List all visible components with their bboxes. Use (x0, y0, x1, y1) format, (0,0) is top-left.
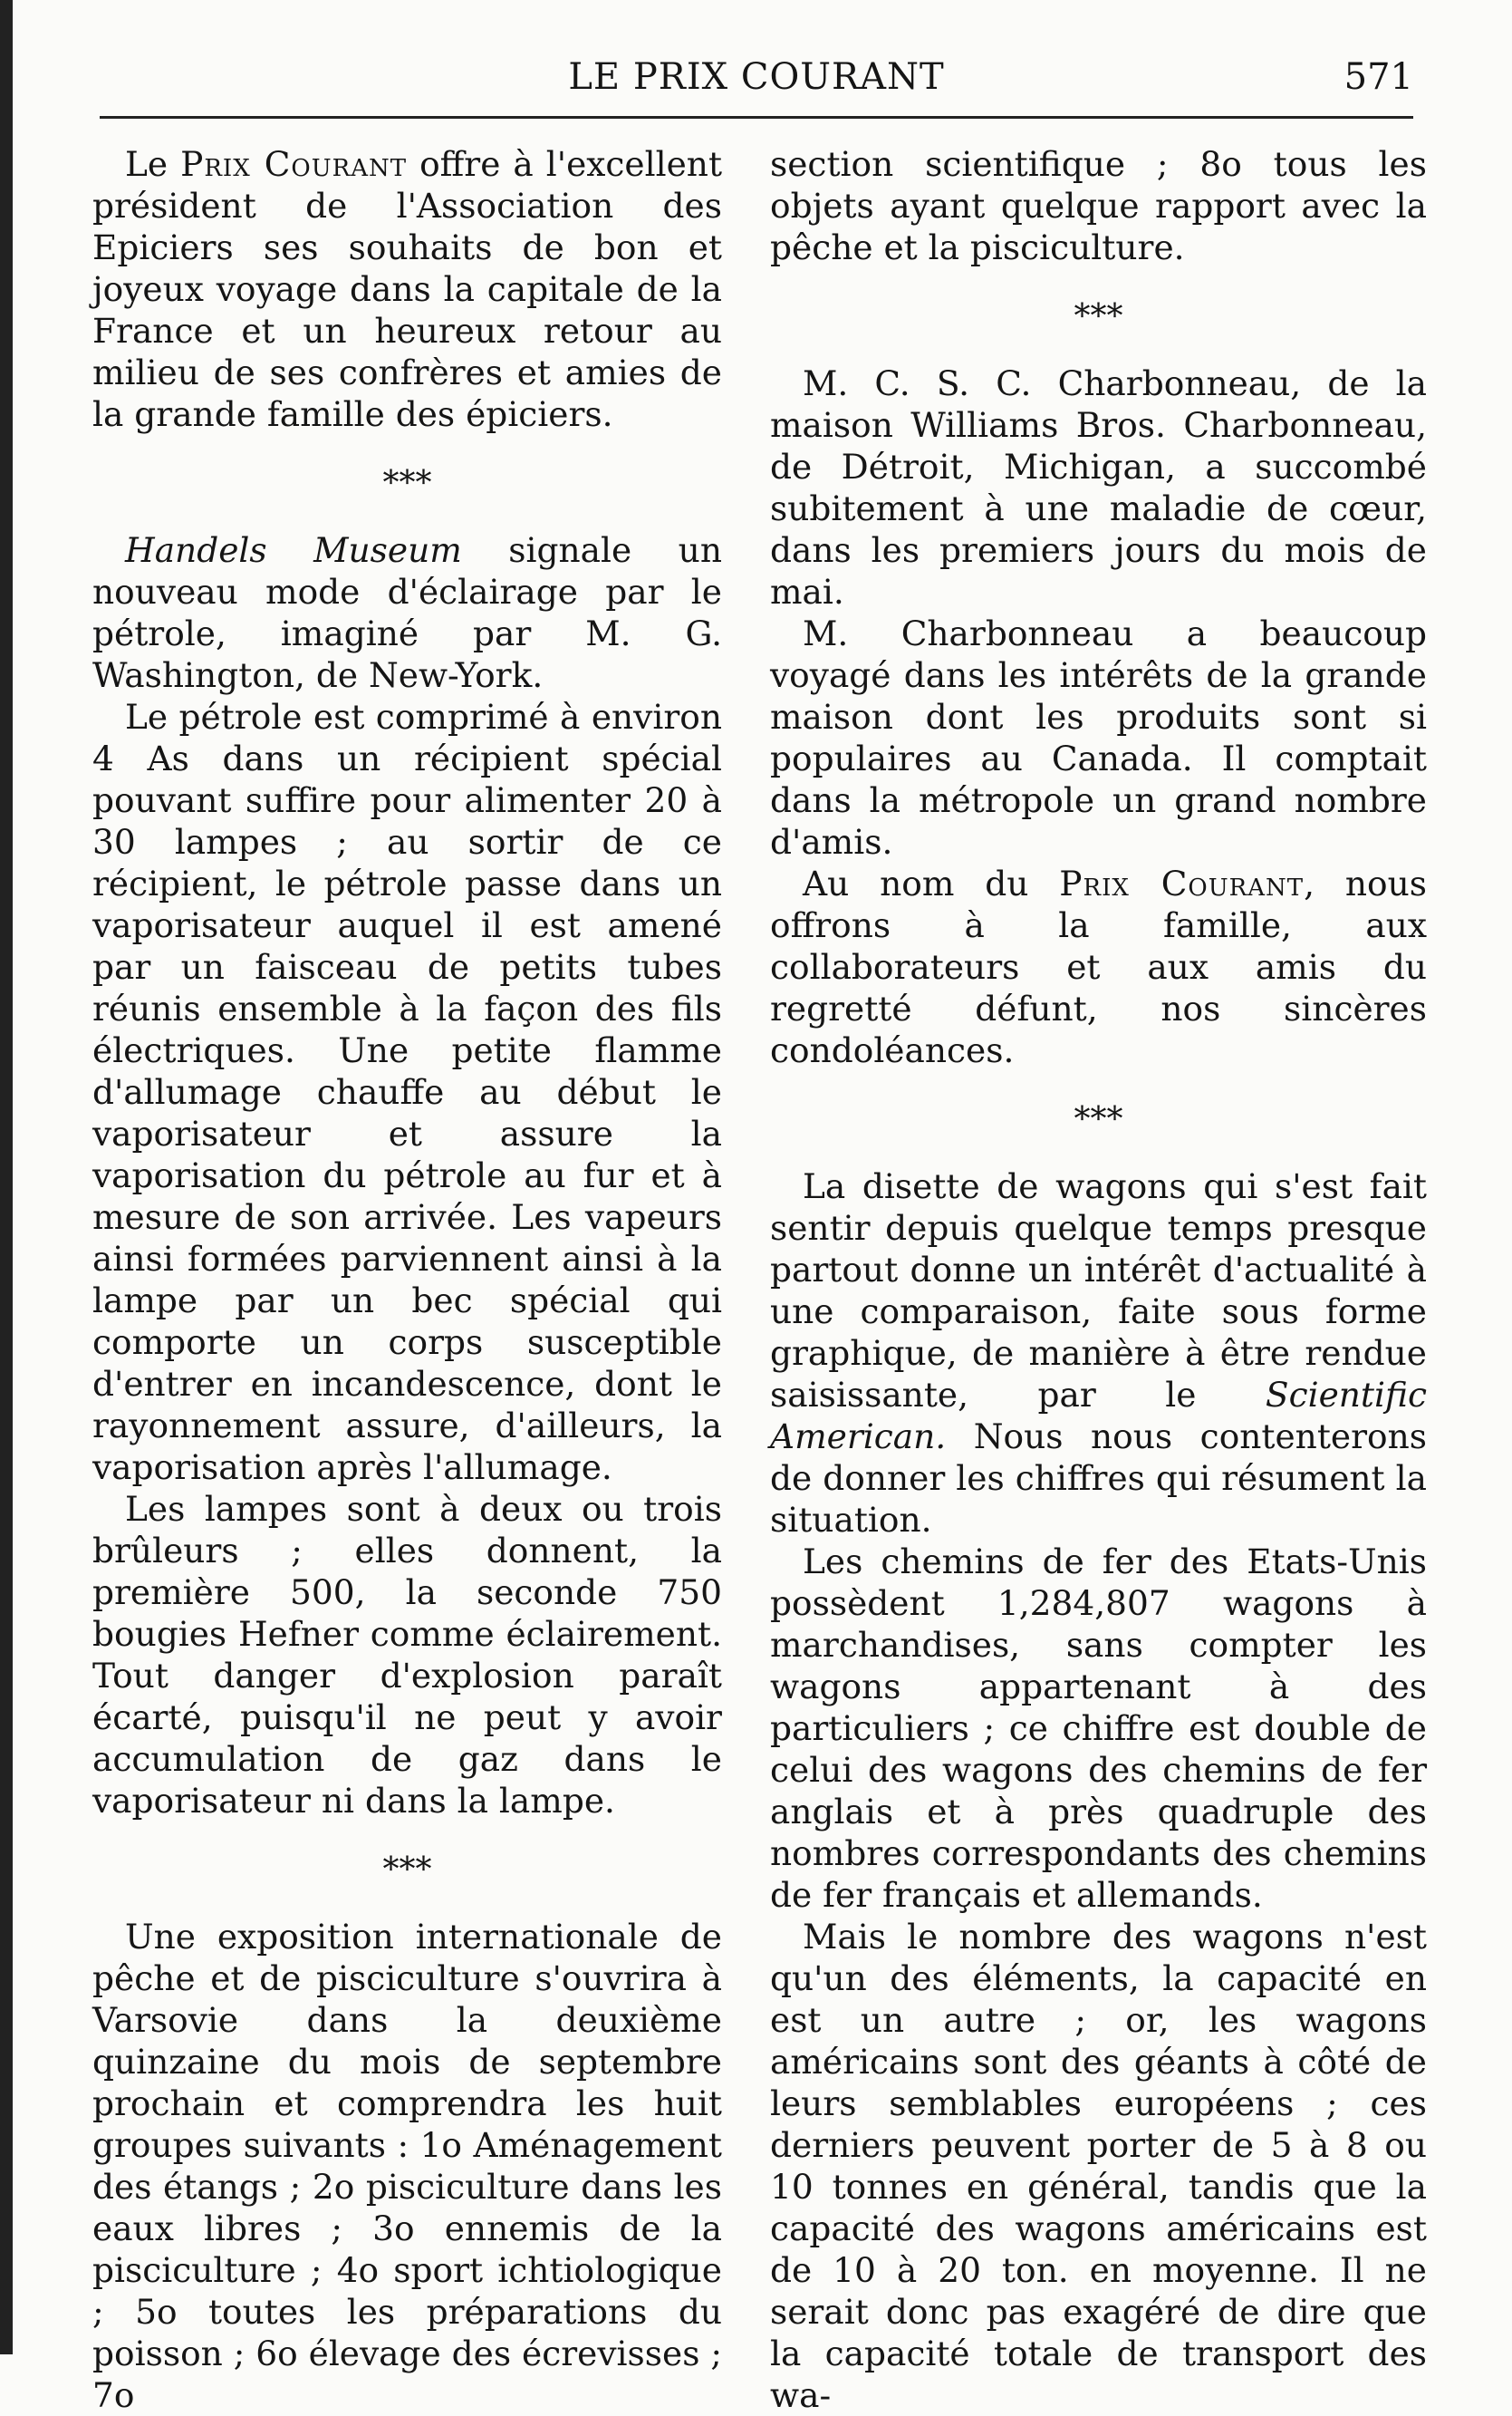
header-rule (100, 116, 1413, 119)
right-column (770, 143, 1427, 2416)
paragraph-lighting-intro: Handels Museum signale un nouveau mode d'éclairage par le pétrole, imaginé par M. G. Washington, de New-York. (92, 530, 722, 695)
section-separator: *** (1074, 1101, 1123, 1138)
paragraph-us-wagons: Les chemins de fer des Etats-Unis possèdent 1,284,807 wagons à marchandises, sans compter les wagons appartenant à des particuliers ; ce chiffre est double de celui des wagons des chemins de fer anglais et à près quadruple des nombres correspondants des chemins de fer français et allemands. (770, 1541, 1427, 1915)
left-column (92, 143, 722, 2416)
paragraph-lighting-lamps: Les lampes sont à deux ou trois brûleurs ; elles donnent, la première 500, la seconde 750 bougies Hefner comme éclairement. Tout danger d'explosion paraît écarté, puisqu'il ne peut y avoir accumulation de gaz dans le vaporisateur ni dans la lampe. (92, 1489, 722, 1821)
magazine-title: Scientific American. (770, 1375, 1427, 1456)
paragraph-wagon-shortage: La disette de wagons qui s'est fait sentir depuis quelque temps presque partout donne un intérêt d'actualité à une comparaison, faite sous forme graphique, de manière à être rendue saisissante, par le Scientific American. Nous nous contenterons de donner les chiffres qui résument la situation. (770, 1166, 1427, 1540)
page-edge (0, 0, 13, 2354)
paragraph-obituary: M. C. S. C. Charbonneau, de la maison Williams Bros. Charbonneau, de Détroit, Michigan, a succombé subitement à une maladie de cœur, dans les premiers jours du mois de mai. (770, 363, 1427, 612)
journal-name: Prix Courant (1059, 864, 1305, 904)
running-title: LE PRIX COURANT (568, 56, 945, 98)
section-separator: *** (1074, 298, 1123, 335)
paragraph-exhibition: Une exposition internationale de pêche et de pisciculture s'ouvrira à Varsovie dans la deuxième quinzaine du mois de septembre prochain et comprendra les huit groupes suivants : 1o Aménagement des étangs ; 2o pisciculture dans les eaux libres ; 3o ennemis de la pisciculture ; 4o sport ichtiologique ; 5o toutes les préparations du poisson ; 6o élevage des écrevisses ; 7o (92, 1917, 722, 2415)
page-number: 571 (1343, 56, 1413, 98)
source-title: Handels Museum (125, 530, 462, 570)
paragraph-obituary-travel: M. Charbonneau a beaucoup voyagé dans les intérêts de la grande maison dont les produits sont si populaires au Canada. Il comptait dans la métropole un grand nombre d'amis. (770, 614, 1427, 862)
section-separator: *** (382, 1851, 432, 1889)
paragraph-greeting: Le Prix Courant offre à l'excellent président de l'Association des Epiciers ses souhaits de bon et joyeux voyage dans la capitale de la France et un heureux retour au milieu de ses confrères et amies de la grande famille des épiciers. (92, 144, 723, 434)
paragraph-capacity: Mais le nombre des wagons n'est qu'un des éléments, la capacité en est un autre ; or, les wagons américains sont des géants à côté de leurs semblables européens ; ces derniers peuvent porter de 5 à 8 ou 10 tonnes en général, tandis que la capacité des wagons américains est de 10 à 20 ton. en moyenne. Il ne serait donc pas exagéré de dire que la capacité totale de transport des wa- (770, 1917, 1427, 2415)
journal-name: Prix Courant (180, 144, 408, 184)
page-header (100, 56, 1413, 111)
paragraph-exhibition-continued: section scientifique ; 8o tous les objets ayant quelque rapport avec la pêche et la pisciculture. (770, 144, 1427, 267)
paragraph-condolences: Au nom du Prix Courant, nous offrons à la famille, aux collaborateurs et aux amis du regretté défunt, nos sincères condoléances. (770, 864, 1427, 1070)
section-separator: *** (382, 465, 432, 502)
paragraph-lighting-process: Le pétrole est comprimé à environ 4 As dans un récipient spécial pouvant suffire pour alimenter 20 à 30 lampes ; au sortir de ce récipient, le pétrole passe dans un vaporisateur auquel il est amené par un faisceau de petits tubes réunis ensemble à la façon des fils électriques. Une petite flamme d'allumage chauffe au début le vaporisateur et assure la vaporisation du pétrole au fur et à mesure de son arrivée. Les vapeurs ainsi formées parviennent ainsi à la lampe par un bec spécial qui comporte un corps susceptible d'entrer en incandescence, dont le rayonnement assure, d'ailleurs, la vaporisation après l'allumage. (92, 697, 722, 1487)
